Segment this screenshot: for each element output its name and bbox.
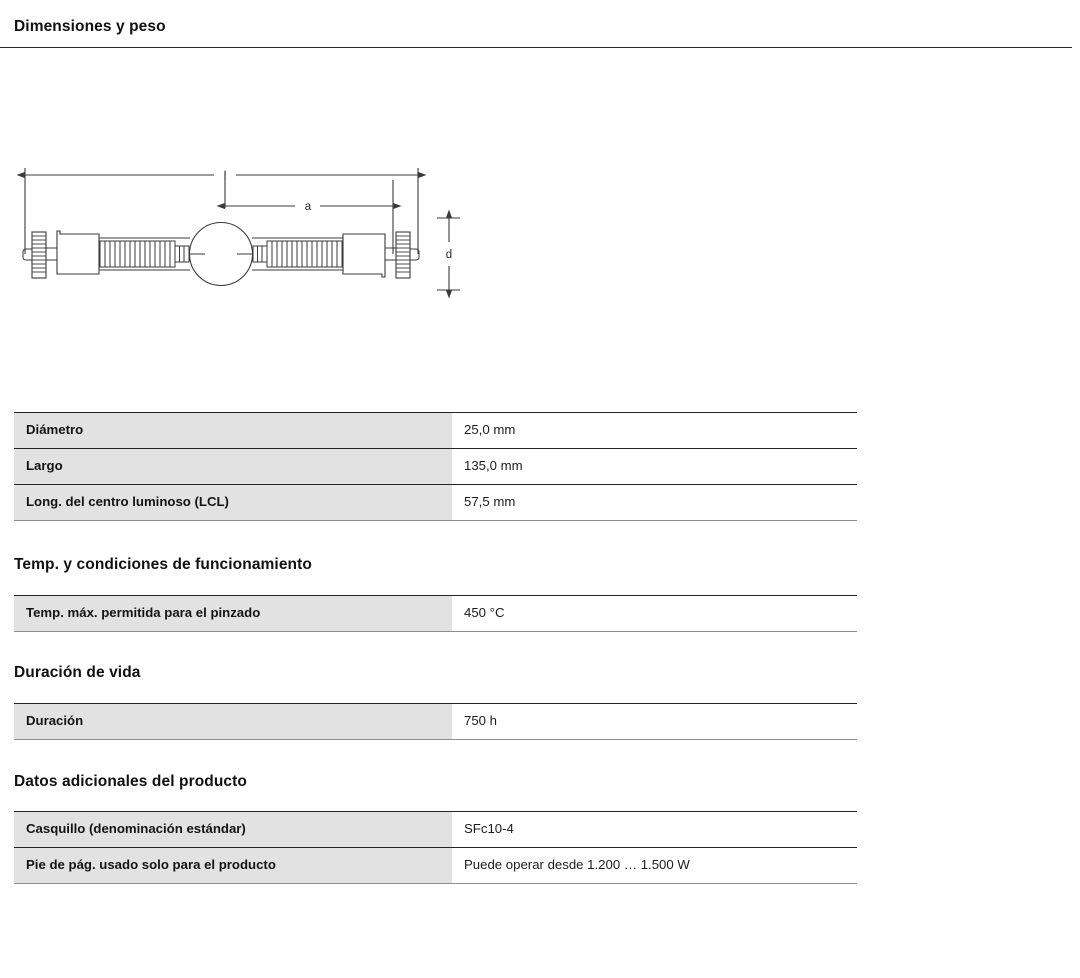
table-row [14, 848, 857, 884]
section-datos-adicionales [14, 811, 857, 884]
table-row [14, 704, 857, 740]
row-key: Largo [14, 449, 452, 485]
row-value: SFc10-4 [452, 812, 857, 848]
dimension-label-d: d [445, 249, 453, 261]
section-dimensiones-y-peso [14, 412, 857, 521]
spec-table-temp [14, 595, 857, 632]
dimension-label-a: a [304, 201, 312, 213]
table-row [14, 413, 857, 449]
section-duracion-de-vida [14, 703, 857, 740]
row-key: Pie de pág. usado solo para el producto [14, 848, 452, 884]
row-key: Long. del centro luminoso (LCL) [14, 485, 452, 521]
page-title-rule [0, 47, 1072, 48]
section-temp-y-condiciones [14, 595, 857, 632]
dimension-label-l: l [223, 170, 227, 183]
row-value: 750 h [452, 704, 857, 740]
row-key: Casquillo (denominación estándar) [14, 812, 452, 848]
spec-table-datos [14, 811, 857, 884]
table-row [14, 812, 857, 848]
row-key: Duración [14, 704, 452, 740]
table-row [14, 485, 857, 521]
spec-table-dimensiones [14, 412, 857, 521]
section-heading-datos: Datos adicionales del producto [14, 773, 247, 790]
table-row [14, 449, 857, 485]
row-value: 450 °C [452, 596, 857, 632]
section-heading-temp: Temp. y condiciones de funcionamiento [14, 556, 312, 573]
lamp-dimension-drawing [0, 150, 500, 320]
page-title: Dimensiones y peso [14, 18, 166, 35]
row-value: 25,0 mm [452, 413, 857, 449]
row-key: Temp. máx. permitida para el pinzado [14, 596, 452, 632]
table-row [14, 596, 857, 632]
row-key: Diámetro [14, 413, 452, 449]
row-value: 135,0 mm [452, 449, 857, 485]
section-heading-duracion: Duración de vida [14, 664, 141, 681]
row-value: Puede operar desde 1.200 … 1.500 W [452, 848, 857, 884]
row-value: 57,5 mm [452, 485, 857, 521]
spec-table-duracion [14, 703, 857, 740]
